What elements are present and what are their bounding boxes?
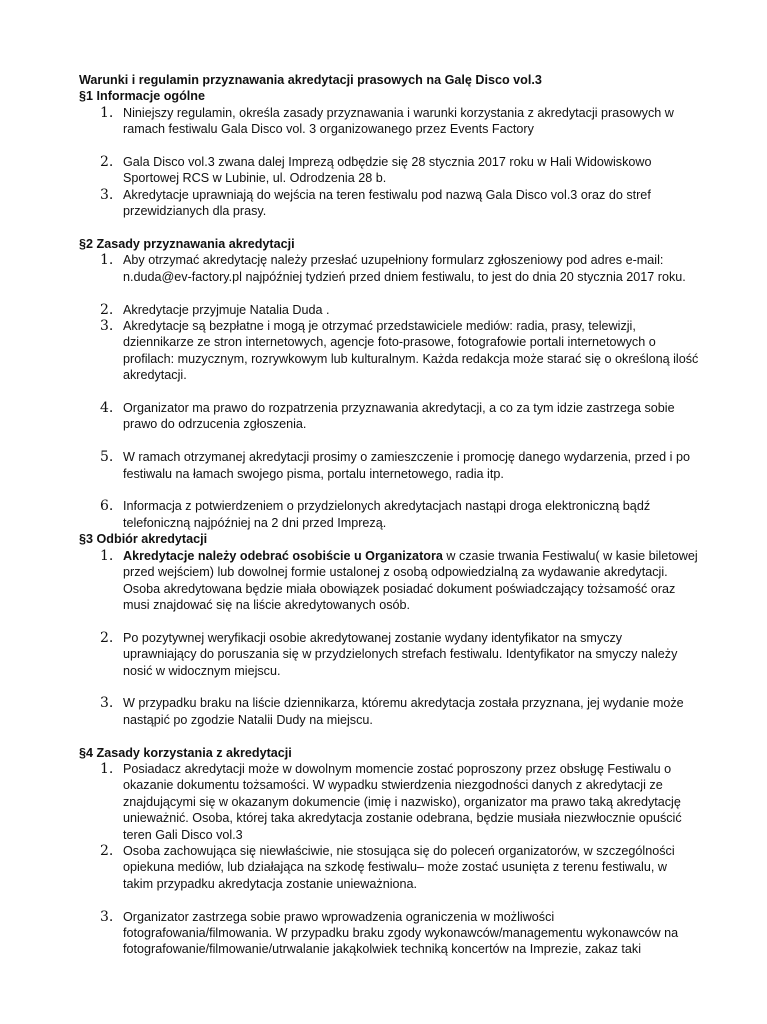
item-number: 2. [100,842,114,859]
section-4-item-3 [79,909,699,958]
item-text: Organizator zastrzega sobie prawo wprowadzenia ograniczenia w możliwości fotografowania/filmowania. W przypadku braku zgody wykonawców/managementu wykonawców na fotografowanie/filmowanie/utrwalanie jakąkolwiek techniką koncertów na Imprezie, zakaz taki [123,909,679,957]
section-2-item-1 [79,252,699,285]
item-number: 1. [100,104,114,121]
section-1-item-3 [79,187,699,220]
item-text: Posiadacz akredytacji może w dowolnym momencie zostać poproszony przez obsługę Festiwalu o okazanie dokumentu tożsamości. W wypadku stwierdzenia niezgodności danych z akredytacji ze znajdującymi się w okazanym dokumencie (imię i nazwisko), organizator ma prawo taką akredytację unieważnić. Osoba, której taka akredytacja zostanie odebrana, będzie musiała niezwłocznie opuścić teren Gali Disco vol.3 [123,761,682,842]
item-number: 3. [100,695,114,712]
item-text: Osoba zachowująca się niewłaściwie, nie stosująca się do poleceń organizatorów, w szczególności opiekuna mediów, lub działająca na szkodę festiwalu– może zostać usunięta z terenu festiwalu, w takim przypadku akredytacja zostanie unieważniona. [123,843,675,891]
item-number: 1. [100,760,114,777]
regulations-document [79,72,699,958]
section-2-heading: §2 Zasady przyznawania akredytacji [79,237,295,252]
item-text: Niniejszy regulamin, określa zasady przyznawania i warunki korzystania z akredytacji prasowych w ramach festiwalu Gala Disco vol. 3 organizowanego przez Events Factory [123,105,674,137]
item-text: W ramach otrzymanej akredytacji prosimy o zamieszczenie i promocję danego wydarzenia, przed i po festiwalu na łamach swojego pisma, portalu internetowego, radia itp. [123,450,690,481]
item-number: 5. [100,449,114,466]
section-4-item-1 [79,761,699,843]
item-number: 3. [100,186,114,203]
item-text: W przypadku braku na liście dziennikarza, któremu akredytacja została przyznana, jej wydanie może nastąpić po zgodzie Natalii Dudy na miejscu. [123,696,684,727]
item-number: 1. [100,252,114,269]
item-text: Organizator ma prawo do rozpatrzenia przyznawania akredytacji, a co za tym idzie zastrzega sobie prawo do odrzucenia zgłoszenia. [123,401,675,432]
section-4-item-2 [79,843,699,892]
item-text: w czasie trwania Festiwalu( w kasie biletowej przed wejściem) lub dowolnej formie ustalonej z osobą odpowiedzialną za wydawanie akredytacji. Osoba akredytowana będzie miała obowiązek posiadać dokument poświadczający tożsamość oraz musi znajdować się na liście akredytowanych osób. [123,548,698,612]
item-number: 2. [100,154,114,171]
item-text: Akredytacje są bezpłatne i mogą je otrzymać przedstawiciele mediów: radia, prasy, telewizji, dziennikarze ze stron internetowych, agencje foto-prasowe, fotografowie portali internetowych o profilach: muzycznym, rozrywkowym lub kulturalnym. Każda redakcja może starać się o określoną ilość akredytacji. [123,319,699,383]
item-number: 4. [100,400,114,417]
item-number: 2. [100,301,114,318]
section-3-item-2 [79,630,699,679]
section-2-item-3 [79,318,699,384]
item-bold-lead: Akredytacje należy odebrać osobiście u Organizatora [123,548,443,563]
item-number: 3. [100,908,114,925]
document-title: Warunki i regulamin przyznawania akredytacji prasowych na Galę Disco vol.3 [79,73,542,87]
item-text: Akredytacje uprawniają do wejścia na teren festiwalu pod nazwą Gala Disco vol.3 oraz do stref przewidzianych dla prasy. [123,187,651,219]
section-4-heading: §4 Zasady korzystania z akredytacji [79,745,292,760]
section-3-heading: §3 Odbiór akredytacji [79,532,208,547]
section-2-item-4 [79,400,699,433]
item-text: Akredytacje przyjmuje Natalia Duda . [123,302,330,317]
section-1-item-1 [79,105,699,138]
section-2-item-2 [79,302,699,318]
item-text: Aby otrzymać akredytację należy przesłać uzupełniony formularz zgłoszeniowy pod adres e-mail: n.duda@ev-factory.pl najpóźniej tydzień przed dniem festiwalu, to jest do dnia 20 stycznia 2017 roku. [123,253,686,284]
item-number: 2. [100,629,114,646]
section-1-heading: §1 Informacje ogólne [79,89,205,104]
section-3-item-3 [79,695,699,728]
section-2-item-6 [79,498,699,531]
section-1-item-2 [79,154,699,187]
item-text: Gala Disco vol.3 zwana dalej Imprezą odbędzie się 28 stycznia 2017 roku w Hali Widowiskowo Sportowej RCS w Lubinie, ul. Odrodzenia 28 b. [123,155,652,186]
item-number: 3. [100,318,114,335]
item-text: Po pozytywnej weryfikacji osobie akredytowanej zostanie wydany identyfikator na smyczy uprawniający do poruszania się w przydzielonych strefach festiwalu. Identyfikator na smyczy należy nosić w widocznym miejscu. [123,630,678,678]
section-3-item-1 [79,548,699,614]
item-number: 6. [100,498,114,515]
section-2-item-5 [79,449,699,482]
item-text: Informacja z potwierdzeniem o przydzielonych akredytacjach nastąpi droga elektroniczną bądź telefoniczną najpóźniej na 2 dni przed Imprezą. [123,499,651,530]
item-number: 1. [100,547,114,564]
